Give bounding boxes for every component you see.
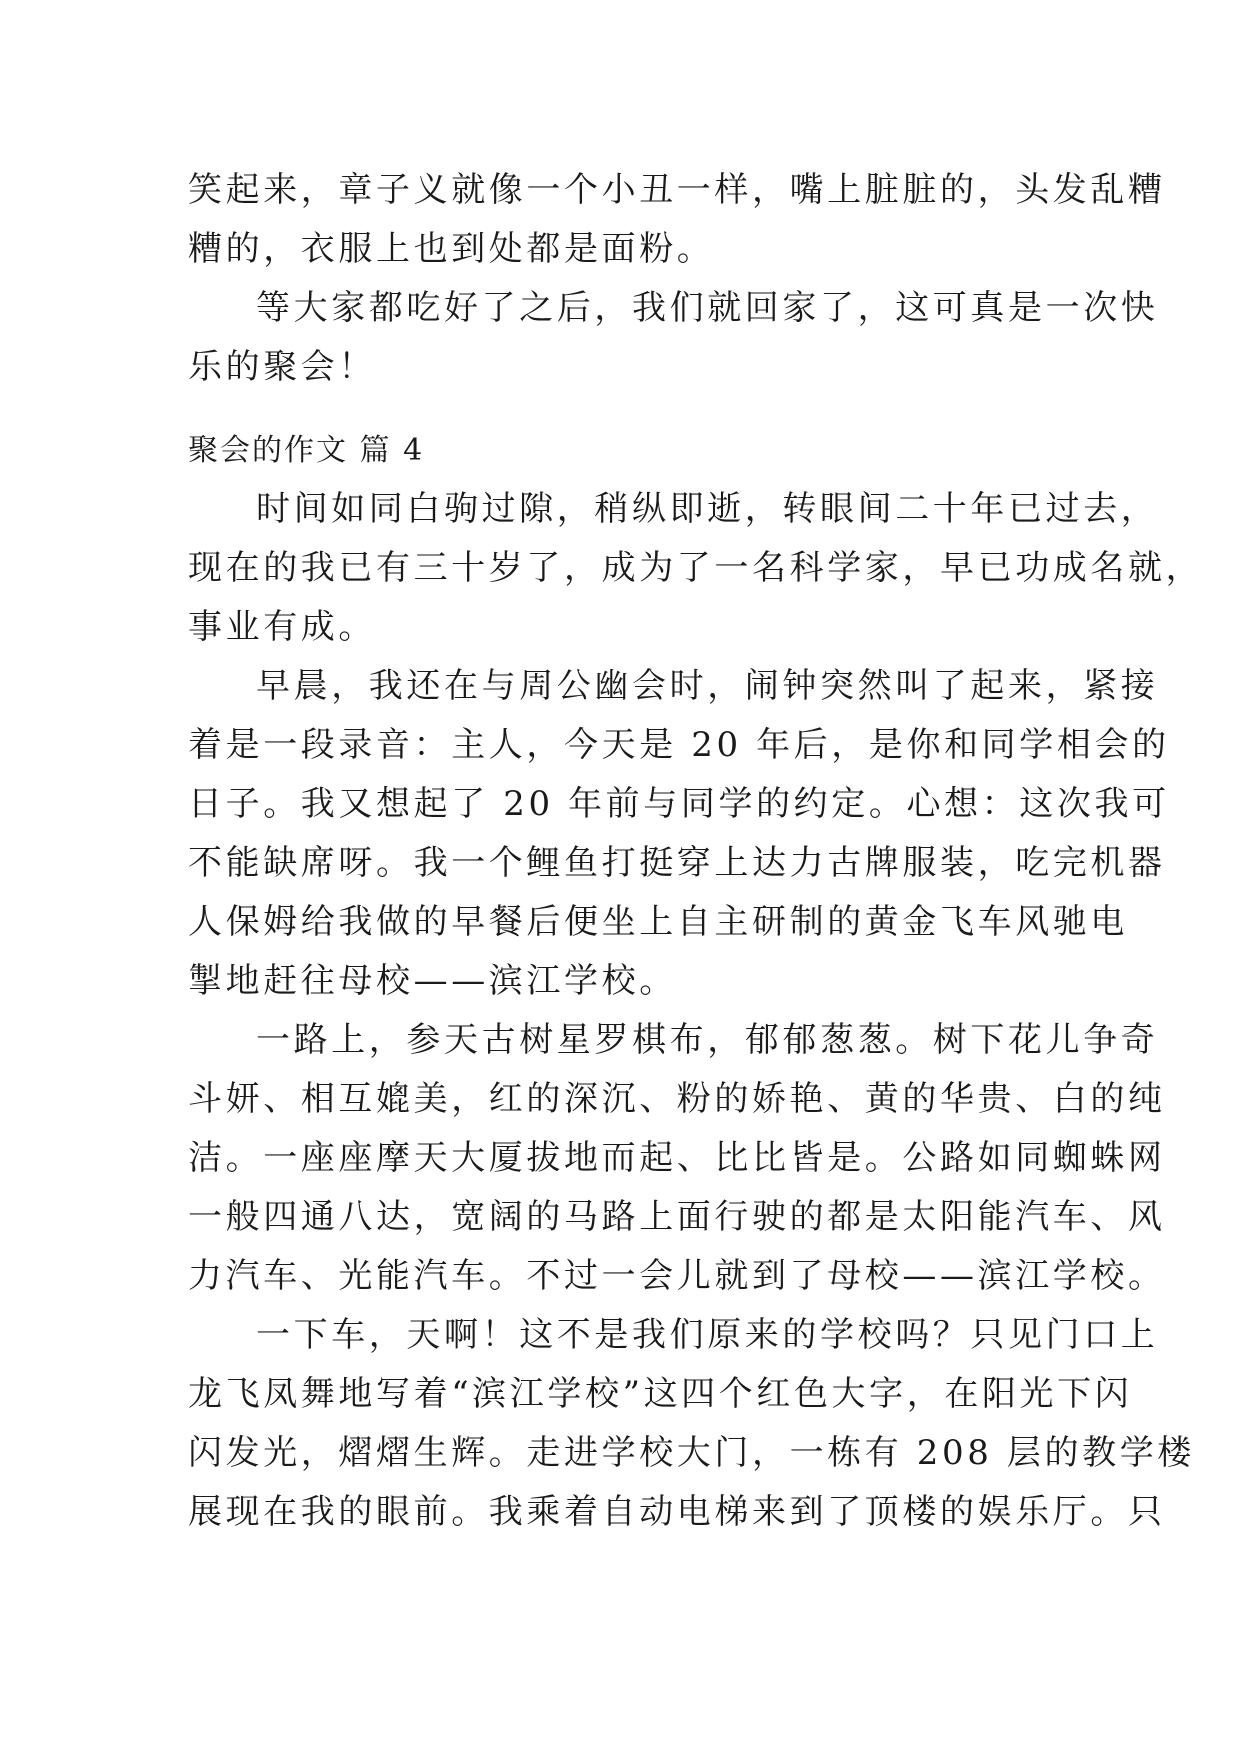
text-line: 时间如同白驹过隙，稍纵即逝，转眼间二十年已过去， xyxy=(256,489,1159,529)
text-line: 展现在我的眼前。我乘着自动电梯来到了顶楼的娱乐厅。只 xyxy=(188,1492,1166,1532)
text-line: 一下车，天啊！这不是我们原来的学校吗？只见门口上 xyxy=(256,1315,1159,1355)
document-body xyxy=(188,161,1204,1542)
text-line: 日子。我又想起了 20 年前与同学的约定。心想：这次我可 xyxy=(188,784,1170,824)
text-line: 糟的，衣服上也到处都是面粉。 xyxy=(188,229,715,269)
text-line: 一般四通八达，宽阔的马路上面行驶的都是太阳能汽车、风 xyxy=(188,1197,1166,1237)
text-line: 人保姆给我做的早餐后便坐上自主研制的黄金飞车风驰电 xyxy=(188,902,1128,942)
text-line: 一路上，参天古树星罗棋布，郁郁葱葱。树下花儿争奇 xyxy=(256,1020,1159,1060)
paragraph-4 xyxy=(188,657,1170,1011)
text-line: 乐的聚会！ xyxy=(188,347,376,387)
text-line: 龙飞凤舞地写着“滨江学校”这四个红色大字，在阳光下闪 xyxy=(188,1374,1133,1414)
text-line: 洁。一座座摩天大厦拔地而起、比比皆是。公路如同蜘蛛网 xyxy=(188,1138,1166,1178)
paragraph-3 xyxy=(188,480,1204,657)
text-line: 力汽车、光能汽车。不过一会儿就到了母校——滨江学校。 xyxy=(188,1256,1166,1296)
text-line: 现在的我已有三十岁了，成为了一名科学家，早已功成名就， xyxy=(188,548,1204,588)
paragraph-1 xyxy=(188,161,1166,279)
section-heading: 聚会的作文 篇 4 xyxy=(188,433,425,468)
text-line: 掣地赶往母校——滨江学校。 xyxy=(188,961,677,1001)
text-line: 着是一段录音：主人，今天是 20 年后，是你和同学相会的 xyxy=(188,725,1170,765)
text-line: 不能缺席呀。我一个鲤鱼打挺穿上达力古牌服装，吃完机器 xyxy=(188,843,1166,883)
text-line: 斗妍、相互媲美，红的深沉、粉的娇艳、黄的华贵、白的纯 xyxy=(188,1079,1166,1119)
text-line: 等大家都吃好了之后，我们就回家了，这可真是一次快 xyxy=(256,288,1159,328)
paragraph-6 xyxy=(188,1306,1195,1542)
text-line: 事业有成。 xyxy=(188,607,376,647)
text-line: 闪发光，熠熠生辉。走进学校大门，一栋有 208 层的教学楼 xyxy=(188,1433,1195,1473)
paragraph-2 xyxy=(188,279,1159,397)
text-line: 笑起来，章子义就像一个小丑一样，嘴上脏脏的，头发乱糟 xyxy=(188,170,1166,210)
text-line: 早晨，我还在与周公幽会时，闹钟突然叫了起来，紧接 xyxy=(256,666,1159,706)
paragraph-5 xyxy=(188,1011,1166,1306)
